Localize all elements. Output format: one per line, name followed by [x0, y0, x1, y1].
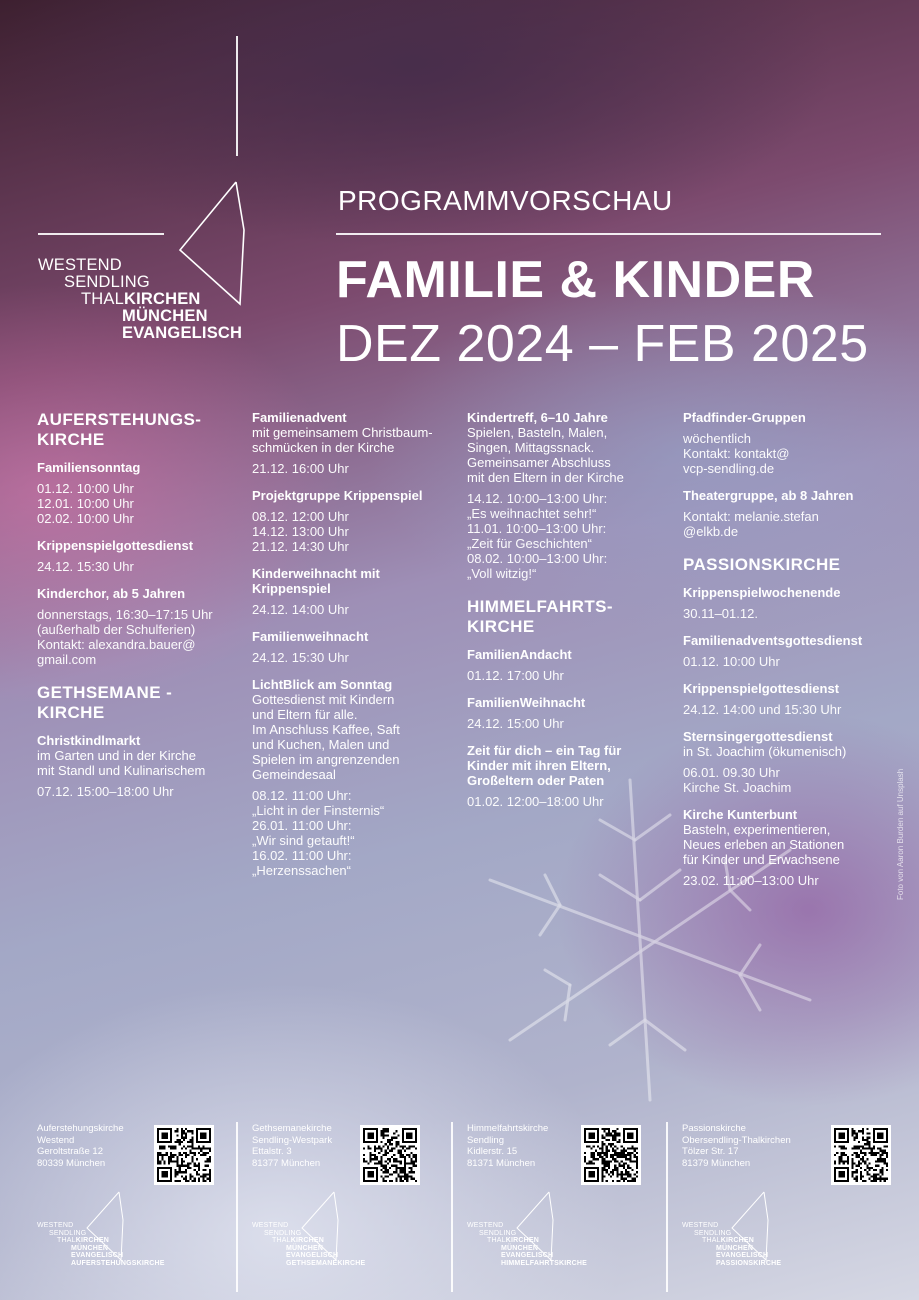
- mini-logo: [252, 1222, 365, 1267]
- event-item: [467, 647, 672, 683]
- mini-logo: [37, 1222, 165, 1267]
- event-item: [37, 460, 242, 526]
- event-item: [467, 410, 672, 581]
- mini-logo-evangelisch: EVANGELISCH: [71, 1252, 124, 1259]
- church-address: Passionskirche Obersendling-Thalkirchen Tölzer Str. 17 81379 München: [682, 1123, 791, 1169]
- mini-logo-evangelisch: EVANGELISCH: [501, 1252, 554, 1259]
- church-address: Himmelfahrtskirche Sendling Kidlerstr. 15 81371 München: [467, 1123, 549, 1169]
- mini-logo: [467, 1222, 587, 1267]
- event-title: Familienadventsgottesdienst: [683, 633, 863, 648]
- event-title: Kirche Kunterbunt: [683, 807, 798, 822]
- event-title: Zeit für dich – ein Tag für Kinder mit ihren Eltern, Großeltern oder Paten: [467, 743, 622, 788]
- mini-logo-church: AUFERSTEHUNGSKIRCHE: [71, 1259, 165, 1267]
- event-item: [37, 586, 242, 667]
- logo-line-sendling: SENDLING: [64, 273, 150, 291]
- event-description: Spielen, Basteln, Malen, Singen, Mittagssnack. Gemeinsamer Abschluss mit den Eltern in der Kirche: [467, 425, 624, 485]
- event-title: Kinderchor, ab 5 Jahren: [37, 586, 186, 601]
- column-4: [683, 410, 888, 900]
- logo: [38, 257, 242, 342]
- event-dates: 24.12. 15:30 Uhr: [252, 650, 349, 665]
- event-description: Gottesdienst mit Kindern und Eltern für alle. Im Anschluss Kaffee, Saft und Kuchen, Malen und Spielen im angrenzenden Gemeindesaal: [252, 692, 400, 782]
- event-dates: 08.12. 12:00 Uhr 14.12. 13:00 Uhr 21.12. 14:30 Uhr: [252, 509, 349, 554]
- event-dates: 01.02. 12:00–18:00 Uhr: [467, 794, 604, 809]
- mini-logo-westend: WESTEND: [252, 1222, 289, 1229]
- event-dates: 06.01. 09.30 Uhr Kirche St. Joachim: [683, 765, 792, 795]
- event-title: Krippenspielgottesdienst: [37, 538, 194, 553]
- event-dates: donnerstags, 16:30–17:15 Uhr (außerhalb der Schulferien) Kontakt: alexandra.bauer@ gmail.com: [37, 607, 213, 667]
- church-heading: GETHSEMANE - KIRCHE: [37, 683, 173, 722]
- mini-logo-thal: THAL: [57, 1237, 76, 1244]
- mini-logo-westend: WESTEND: [37, 1222, 74, 1229]
- event-list: [37, 733, 242, 799]
- event-title: Pfadfinder-Gruppen: [683, 410, 806, 425]
- event-dates: 24.12. 15:30 Uhr: [37, 559, 134, 574]
- event-dates: wöchentlich Kontakt: kontakt@ vcp-sendling.de: [683, 431, 790, 476]
- event-item: [683, 681, 888, 717]
- mini-logo-evangelisch: EVANGELISCH: [286, 1252, 339, 1259]
- logo-line-thal: THAL: [81, 290, 124, 308]
- event-dates: 23.02. 11:00–13:00 Uhr: [683, 873, 819, 888]
- event-item: [252, 410, 457, 476]
- mini-logo-sendling: SENDLING: [694, 1229, 732, 1237]
- logo-line-evangelisch: EVANGELISCH: [122, 324, 243, 342]
- mini-logo-church: GETHSEMANEKIRCHE: [286, 1259, 366, 1267]
- event-title: Kinderweihnacht mit Krippenspiel: [252, 566, 380, 596]
- event-title: Sternsingergottesdienst: [683, 729, 833, 744]
- mini-logo-muenchen: MÜNCHEN: [716, 1244, 754, 1252]
- event-item: [683, 633, 888, 669]
- mini-logo-muenchen: MÜNCHEN: [501, 1244, 539, 1252]
- mini-logo-muenchen: MÜNCHEN: [286, 1244, 324, 1252]
- event-item: [683, 488, 888, 539]
- logo-horizontal-line: [38, 233, 164, 235]
- mini-logo-muenchen: MÜNCHEN: [71, 1244, 109, 1252]
- mini-logo-sendling: SENDLING: [49, 1229, 87, 1237]
- event-item: [683, 410, 888, 476]
- footer-divider: [451, 1122, 453, 1292]
- event-item: [37, 538, 242, 574]
- event-dates: 08.12. 11:00 Uhr: „Licht in der Finsternis“ 26.01. 11:00 Uhr: „Wir sind getauft!“ 16.02. 11:00 Uhr: „Herzenssachen“: [252, 788, 385, 878]
- mini-logo-westend: WESTEND: [467, 1222, 504, 1229]
- event-title: Projektgruppe Krippenspiel: [252, 488, 423, 503]
- pre-title: PROGRAMMVORSCHAU: [338, 185, 673, 216]
- footer-divider: [236, 1122, 238, 1292]
- mini-logo-church: PASSIONSKIRCHE: [716, 1259, 782, 1267]
- mini-logo-thal: THAL: [272, 1237, 291, 1244]
- event-list: [467, 410, 672, 581]
- event-item: [37, 733, 242, 799]
- footer-divider: [666, 1122, 668, 1292]
- church-address: Auferstehungskirche Westend Geroltstraße 12 80339 München: [37, 1123, 124, 1169]
- event-dates: 01.12. 10:00 Uhr: [683, 654, 780, 669]
- qr-code[interactable]: [581, 1125, 641, 1185]
- event-title: Familiensonntag: [37, 460, 141, 475]
- event-item: [467, 695, 672, 731]
- event-list: [683, 410, 888, 539]
- event-title: Krippenspielwochenende: [683, 585, 841, 600]
- event-title: LichtBlick am Sonntag: [252, 677, 393, 692]
- event-title: Familienweihnacht: [252, 629, 369, 644]
- column-3: [467, 410, 672, 821]
- event-description: im Garten und in der Kirche mit Standl und Kulinarischem: [37, 748, 206, 778]
- event-list: [252, 410, 457, 878]
- event-item: [252, 566, 457, 617]
- event-title: FamilienWeihnacht: [467, 695, 586, 710]
- event-item: [683, 585, 888, 621]
- logo-line-westend: WESTEND: [38, 256, 122, 274]
- date-range: DEZ 2024 – FEB 2025: [336, 315, 869, 373]
- mini-logo-sendling: SENDLING: [264, 1229, 302, 1237]
- mini-logo-kirchen: KIRCHEN: [75, 1237, 109, 1244]
- event-item: [683, 807, 888, 888]
- event-item: [467, 743, 672, 809]
- event-description: Basteln, experimentieren, Neues erleben an Stationen für Kinder und Erwachsene: [683, 822, 845, 867]
- photo-credit: Foto von Aaron Burden auf Unsplash: [896, 768, 905, 900]
- mini-logo-church: HIMMELFAHRTSKIRCHE: [501, 1259, 588, 1267]
- event-item: [252, 488, 457, 554]
- qr-code[interactable]: [154, 1125, 214, 1185]
- event-item: [252, 629, 457, 665]
- mini-logo-kirchen: KIRCHEN: [720, 1237, 754, 1244]
- event-dates: 30.11–01.12.: [683, 606, 758, 621]
- event-dates: 24.12. 14:00 und 15:30 Uhr: [683, 702, 842, 717]
- event-title: Christkindlmarkt: [37, 733, 141, 748]
- event-title: Krippenspielgottesdienst: [683, 681, 840, 696]
- event-item: [252, 677, 457, 878]
- event-dates: 24.12. 15:00 Uhr: [467, 716, 564, 731]
- event-title: Familienadvent: [252, 410, 347, 425]
- logo-line-muenchen: MÜNCHEN: [122, 307, 208, 325]
- church-heading: HIMMELFAHRTS- KIRCHE: [467, 597, 613, 636]
- mini-logo-sendling: SENDLING: [479, 1229, 517, 1237]
- event-title: Theatergruppe, ab 8 Jahren: [683, 488, 854, 503]
- church-address: Gethsemanekirche Sendling-Westpark Ettalstr. 3 81377 München: [252, 1123, 333, 1169]
- event-dates: Kontakt: melanie.stefan @elkb.de: [683, 509, 819, 539]
- mini-logo-thal: THAL: [487, 1237, 506, 1244]
- qr-code[interactable]: [360, 1125, 420, 1185]
- event-dates: 01.12. 17:00 Uhr: [467, 668, 564, 683]
- event-description: in St. Joachim (ökumenisch): [683, 744, 847, 759]
- column-2: [252, 410, 457, 890]
- event-dates: 21.12. 16:00 Uhr: [252, 461, 349, 476]
- mini-logo-evangelisch: EVANGELISCH: [716, 1252, 769, 1259]
- church-heading: AUFERSTEHUNGS- KIRCHE: [37, 410, 202, 449]
- event-dates: 24.12. 14:00 Uhr: [252, 602, 349, 617]
- mini-logo-kirchen: KIRCHEN: [505, 1237, 539, 1244]
- mini-logo-kirchen: KIRCHEN: [290, 1237, 324, 1244]
- event-dates: 07.12. 15:00–18:00 Uhr: [37, 784, 174, 799]
- event-title: Kindertreff, 6–10 Jahre: [467, 410, 608, 425]
- mini-logo-thal: THAL: [702, 1237, 721, 1244]
- column-1: [37, 410, 242, 811]
- event-description: mit gemeinsamem Christbaum- schmücken in der Kirche: [252, 425, 433, 455]
- event-list: [467, 647, 672, 809]
- event-dates: 14.12. 10:00–13:00 Uhr: „Es weihnachtet sehr!“ 11.01. 10:00–13:00 Uhr: „Zeit für Geschichten“ 08.02. 10:00–13:00 Uhr: „Voll witzig!“: [467, 491, 608, 581]
- page-title: FAMILIE & KINDER: [336, 251, 815, 309]
- top-vertical-line: [236, 36, 238, 156]
- logo-line-kirchen: KIRCHEN: [123, 290, 201, 308]
- event-title: FamilienAndacht: [467, 647, 572, 662]
- mini-logo: [682, 1222, 781, 1267]
- church-heading: PASSIONSKIRCHE: [683, 555, 841, 574]
- qr-code[interactable]: [831, 1125, 891, 1185]
- event-item: [683, 729, 888, 795]
- event-dates: 01.12. 10:00 Uhr 12.01. 10:00 Uhr 02.02. 10:00 Uhr: [37, 481, 134, 526]
- mini-logo-westend: WESTEND: [682, 1222, 719, 1229]
- event-list: [683, 585, 888, 888]
- event-list: [37, 460, 242, 667]
- header-horizontal-line: [336, 233, 881, 235]
